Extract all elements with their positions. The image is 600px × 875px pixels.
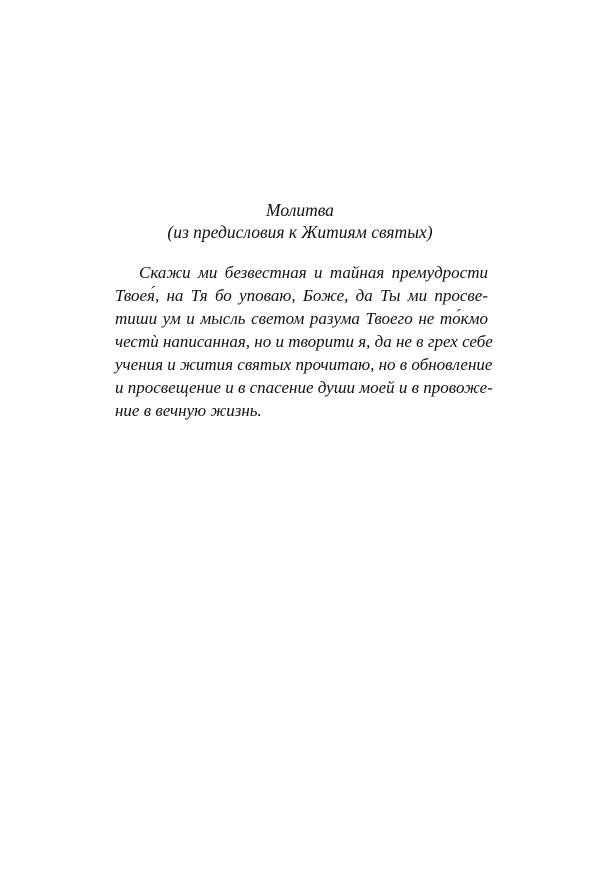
paragraph-line: ние в вечную жизнь. <box>115 401 262 420</box>
prayer-heading <box>0 199 600 243</box>
paragraph-line: Скажи ми безвестная и тайная премудрости <box>139 263 488 282</box>
paragraph-line: Твоея́, на Тя бо уповаю, Боже, да Ты ми просве- <box>115 286 488 305</box>
paragraph-line: и просвещение и в спасение души моей и в провоже- <box>115 378 493 397</box>
paragraph-line: честѝ написанная, но и творити я, да не в грех себе <box>115 332 493 351</box>
prayer-paragraph <box>115 261 493 422</box>
prayer-subtitle: (из предисловия к Житиям святых) <box>167 222 433 242</box>
paragraph-line: тиши ум и мысль светом разума Твоего не то́кмо <box>115 309 488 328</box>
prayer-title: Молитва <box>266 200 334 220</box>
paragraph-line: учения и жития святых прочитаю, но в обновление <box>115 355 493 374</box>
